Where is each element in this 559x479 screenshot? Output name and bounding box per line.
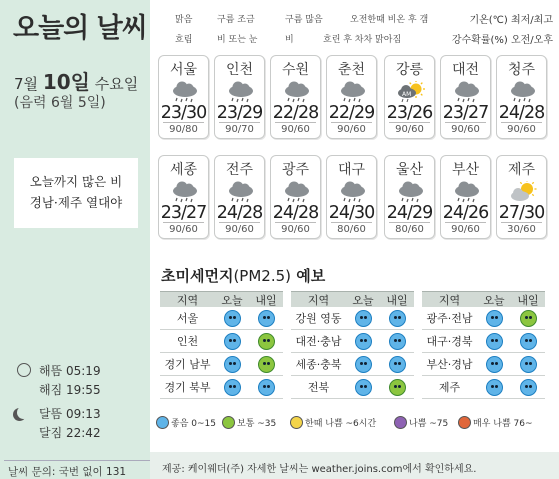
headline-line1: 오늘까지 많은 비: [29, 174, 123, 189]
city-name: 수원: [281, 62, 310, 78]
moonset-time: 달짐 22:42: [39, 426, 101, 440]
city-card: [440, 55, 491, 139]
city-name: 광주: [281, 162, 310, 178]
region-name: 세종·충북: [295, 358, 342, 371]
good-face-icon: [355, 379, 372, 396]
legend-partly-cloudy: 구름 조금: [200, 12, 255, 25]
svg-text:AM: AM: [402, 91, 412, 98]
legend-morning-rain-clear: 오전한때 비온 후 갬: [333, 12, 428, 25]
table-row: [422, 330, 545, 353]
good-face-icon: [258, 310, 275, 327]
pm-legend: [150, 412, 559, 434]
region-name: 부산·경남: [426, 358, 473, 371]
pm-table: [160, 291, 283, 399]
temp-legend-label: 기온(℃) 최저/최고: [469, 15, 553, 26]
sunrise-time: 해뜸 05:19: [39, 364, 101, 378]
pm-legend-item: 나쁨 ~75: [394, 416, 448, 429]
table-row: [291, 376, 414, 399]
city-temperature: 27/30: [498, 203, 545, 223]
normal-face-icon: [520, 310, 537, 327]
legend-rain-or-snow: 비 또는 눈: [200, 32, 258, 45]
table-row: [291, 330, 414, 353]
cloudy-to-clear-icon: [509, 181, 537, 203]
city-card: [214, 155, 265, 239]
date-day: 10일: [42, 70, 90, 94]
city-card: [496, 155, 547, 239]
region-name: 강원 영동: [295, 312, 342, 325]
pm-grade-face-icon: [290, 416, 303, 429]
good-face-icon: [520, 356, 537, 373]
rain-icon: [339, 81, 367, 103]
date-month: 7월: [14, 75, 39, 93]
cloudy-to-clear-icon: [306, 33, 321, 44]
city-card: [158, 155, 209, 239]
rain-icon: [283, 81, 311, 103]
good-face-icon: [224, 333, 241, 350]
city-name: 강릉: [395, 62, 424, 78]
moonrise-time: 달뜸 09:13: [39, 407, 101, 421]
good-face-icon: [355, 310, 372, 327]
city-card: [440, 155, 491, 239]
header-region: 지역: [176, 293, 199, 307]
moon-icon: [17, 406, 30, 419]
pm-table-header: [422, 291, 545, 307]
city-rain-probability: 90/60: [275, 222, 316, 235]
city-name: 전주: [225, 162, 254, 178]
city-name: 청주: [507, 62, 536, 78]
normal-face-icon: [258, 356, 275, 373]
city-temperature: 24/28: [498, 103, 545, 123]
sun-icon: [158, 13, 173, 24]
city-card: [270, 155, 321, 239]
city-name: 춘천: [337, 62, 366, 78]
overcast-icon: [158, 33, 173, 44]
city-rain-probability: 90/60: [389, 122, 430, 135]
city-card: [326, 155, 377, 239]
legend-overcast: 흐림: [158, 32, 192, 45]
legend-mostly-cloudy: 구름 많음: [268, 12, 323, 25]
legend-rain: 비: [268, 32, 294, 45]
city-card: [496, 55, 547, 139]
table-row: [160, 353, 283, 376]
inquiry-line: 날씨 문의: 국번 없이 131: [4, 460, 150, 479]
city-name: 제주: [507, 162, 536, 178]
rain-icon: [268, 33, 283, 44]
table-row: [291, 353, 414, 376]
pm-table-header: [160, 291, 283, 307]
header-tomorrow: 내일: [255, 293, 277, 307]
pm-title: 초미세먼지(PM2.5) 예보: [161, 267, 326, 285]
region-name: 전북: [307, 381, 330, 394]
pm-legend-item: 보통 ~35: [222, 416, 276, 429]
morning-rain-then-clear-icon: [333, 13, 348, 24]
pm-grade-face-icon: [394, 416, 407, 429]
city-rain-probability: 90/60: [275, 122, 316, 135]
region-name: 제주: [438, 381, 461, 394]
city-rain-probability: 90/60: [331, 122, 372, 135]
city-temperature: 23/30: [160, 103, 207, 123]
city-rain-probability: 90/60: [501, 122, 542, 135]
good-face-icon: [355, 356, 372, 373]
header-region: 지역: [438, 293, 461, 307]
city-card: [214, 55, 265, 139]
city-temperature: 22/29: [328, 103, 375, 123]
pm-table-header: [291, 291, 414, 307]
good-face-icon: [520, 333, 537, 350]
good-face-icon: [486, 356, 503, 373]
pm-grade-face-icon: [458, 416, 471, 429]
region-name: 경기 남부: [164, 358, 211, 371]
city-rain-probability: 80/60: [389, 222, 430, 235]
headline-line2: 경남·제주 열대야: [29, 195, 123, 210]
pm-table: [291, 291, 414, 399]
pm-legend-item: 한때 나쁨 ~6시간: [290, 416, 376, 429]
good-face-icon: [258, 379, 275, 396]
date-weekday: 수요일: [94, 75, 139, 93]
city-temperature: 23/26: [386, 103, 433, 123]
rain-icon: [453, 181, 481, 203]
city-card: [384, 55, 435, 139]
header-today: 오늘: [352, 293, 374, 307]
region-name: 대구·경북: [426, 335, 473, 348]
pm-table: [422, 291, 545, 399]
city-name: 세종: [169, 162, 198, 178]
table-row: [160, 376, 283, 399]
header-tomorrow: 내일: [517, 293, 539, 307]
table-row: [291, 307, 414, 330]
city-name: 울산: [395, 162, 424, 178]
table-row: [160, 330, 283, 353]
legend-clear: 맑음: [158, 12, 192, 25]
legend-cloudy-to-clear: 흐린 후 차차 맑아짐: [306, 32, 401, 45]
page-title: 오늘의 날씨: [13, 13, 147, 44]
table-row: [160, 307, 283, 330]
city-temperature: 24/30: [328, 203, 375, 223]
rain-legend-label: 강수확률(%) 오전/오후: [451, 35, 553, 46]
good-face-icon: [520, 379, 537, 396]
date-line: [14, 66, 138, 95]
header-today: 오늘: [221, 293, 243, 307]
rain-icon: [171, 181, 199, 203]
city-temperature: 24/28: [272, 203, 319, 223]
city-rain-probability: 90/80: [163, 122, 204, 135]
pm-grade-face-icon: [222, 416, 235, 429]
city-temperature: 22/28: [272, 103, 319, 123]
city-temperature: 24/26: [442, 203, 489, 223]
good-face-icon: [389, 333, 406, 350]
table-row: [422, 353, 545, 376]
pm-legend-item: 좋음 0~15: [156, 416, 216, 429]
region-name: 인천: [176, 335, 199, 348]
city-name: 서울: [169, 62, 198, 78]
lunar-date: (음력 6월 5일): [14, 95, 106, 111]
city-rain-probability: 80/60: [331, 222, 372, 235]
header-tomorrow: 내일: [386, 293, 408, 307]
rain-icon: [171, 81, 199, 103]
good-face-icon: [389, 356, 406, 373]
partly-cloudy-icon: [200, 13, 215, 24]
sun-icon: [17, 363, 31, 377]
header-today: 오늘: [483, 293, 505, 307]
table-row: [422, 376, 545, 399]
city-card: [158, 55, 209, 139]
rain-icon: [227, 181, 255, 203]
morning-rain-then-clear-icon: [397, 81, 425, 103]
pm-legend-item: 매우 나쁨 76~: [458, 416, 533, 429]
source-line: 제공: 케이웨더(주) 자세한 날씨는 weather.joins.com에서 확인하세요.: [150, 452, 559, 479]
rain-icon: [453, 81, 481, 103]
region-name: 광주·전남: [426, 312, 473, 325]
city-rain-probability: 30/60: [501, 222, 542, 235]
pm-grade-face-icon: [156, 416, 169, 429]
city-temperature: 23/27: [442, 103, 489, 123]
normal-face-icon: [389, 379, 406, 396]
city-temperature: 24/29: [386, 203, 433, 223]
rain-icon: [509, 81, 537, 103]
rain-icon: [227, 81, 255, 103]
good-face-icon: [486, 379, 503, 396]
good-face-icon: [486, 333, 503, 350]
city-name: 부산: [451, 162, 480, 178]
city-rain-probability: 90/60: [219, 222, 260, 235]
good-face-icon: [389, 310, 406, 327]
good-face-icon: [224, 310, 241, 327]
rain-icon: [339, 181, 367, 203]
good-face-icon: [224, 379, 241, 396]
normal-face-icon: [258, 333, 275, 350]
city-rain-probability: 90/60: [163, 222, 204, 235]
region-name: 경기 북부: [164, 381, 211, 394]
good-face-icon: [224, 356, 241, 373]
city-rain-probability: 90/60: [445, 122, 486, 135]
sunset-time: 해짐 19:55: [39, 383, 101, 397]
weather-legend: [150, 8, 559, 48]
region-name: 대전·충남: [295, 335, 342, 348]
good-face-icon: [355, 333, 372, 350]
city-card: [326, 55, 377, 139]
good-face-icon: [486, 310, 503, 327]
city-name: 대전: [451, 62, 480, 78]
city-name: 인천: [225, 62, 254, 78]
city-temperature: 23/29: [216, 103, 263, 123]
rain-icon: [397, 181, 425, 203]
rain-icon: [283, 181, 311, 203]
city-rain-probability: 90/60: [445, 222, 486, 235]
city-rain-probability: 90/70: [219, 122, 260, 135]
city-temperature: 24/28: [216, 203, 263, 223]
region-name: 서울: [176, 312, 199, 325]
city-temperature: 23/27: [160, 203, 207, 223]
table-row: [422, 307, 545, 330]
city-card: [384, 155, 435, 239]
headline-box: [14, 158, 138, 228]
city-card: [270, 55, 321, 139]
city-name: 대구: [337, 162, 366, 178]
mostly-cloudy-icon: [268, 13, 283, 24]
header-region: 지역: [307, 293, 330, 307]
left-panel: [0, 0, 150, 479]
rain-or-snow-icon: [200, 33, 215, 44]
